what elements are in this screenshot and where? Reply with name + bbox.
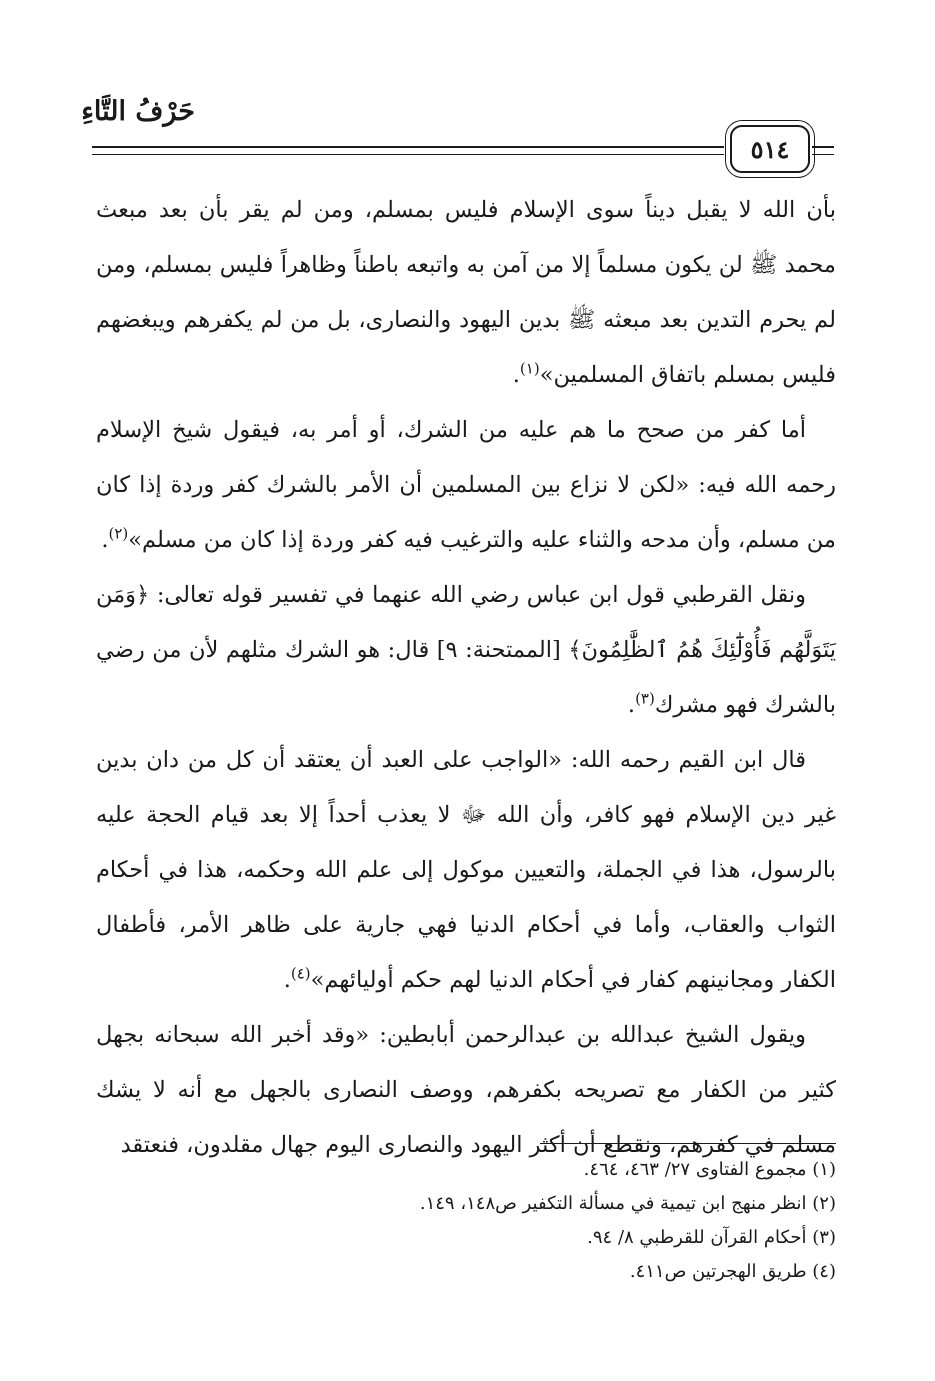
footnote: (١) مجموع الفتاوى ٢٧/ ٤٦٣، ٤٦٤. xyxy=(583,1159,836,1180)
body-text xyxy=(96,183,836,1173)
page-number xyxy=(730,125,810,173)
paragraph xyxy=(96,1008,836,1173)
paragraph-tail: . xyxy=(512,362,520,388)
paragraph-tail: . xyxy=(627,692,636,718)
page-number-text: ٥١٤ xyxy=(750,134,790,164)
paragraph-text: قال ابن القيم رحمه الله: «الواجب على العبد أن يعتقد أن كل من دان بدين غير دين الإسلام فهو كافر، وأن الله ﷻ لا يعذب أحداً إلا بعد قيام الحجة عليه بالرسول، هذا في الجملة، والتعيين موكول إلى علم الله وحكمه، هذا في أحكام الثواب والعقاب، وأما في أحكام الدنيا فهي جارية على ظاهر الأمر، فأطفال الكفار ومجانينهم كفار في أحكام الدنيا لهم حكم أوليائهم» xyxy=(96,747,836,993)
paragraph-text: بأن الله لا يقبل ديناً سوى الإسلام فليس بمسلم، ومن لم يقر بأن بعد مبعث محمد ﷺ لن يكون مسلماً إلا من آمن به واتبعه باطناً وظاهراً فليس بمسلم، ومن لم يحرم التدين بعد مبعثه ﷺ بدين اليهود والنصارى، بل من لم يكفرهم ويبغضهم فليس بمسلم باتفاق المسلمين» xyxy=(96,197,836,388)
paragraph-tail: . xyxy=(283,967,291,993)
paragraph xyxy=(96,403,836,568)
footnotes xyxy=(136,1153,836,1289)
paragraph-tail: . xyxy=(101,527,109,553)
footnote-ref: (٤) xyxy=(290,964,311,983)
footnote: (٣) أحكام القرآن للقرطبي ٨/ ٩٤. xyxy=(587,1227,836,1248)
footnote-ref: (٣) xyxy=(635,689,655,708)
header-rule-left xyxy=(92,146,724,155)
paragraph xyxy=(96,183,836,403)
footnote: (٤) طريق الهجرتين ص٤١١. xyxy=(629,1261,836,1282)
footnote-ref: (٢) xyxy=(108,524,129,543)
paragraph xyxy=(96,733,836,1008)
paragraph xyxy=(96,568,836,733)
footnote-separator xyxy=(540,1143,836,1144)
header-rule-right xyxy=(812,146,834,155)
paragraph-text: ويقول الشيخ عبدالله بن عبدالرحمن أبابطين: «وقد أخبر الله سبحانه بجهل كثير من الكفار مع تصريحه بكفرهم، ووصف النصارى بالجهل مع أنه لا يشك مسلم في كفرهم، ونقطع أن أكثر اليهود والنصارى اليوم جهال مقلدون، فنعتقد xyxy=(96,1022,836,1158)
paragraph-text: أما كفر من صحح ما هم عليه من الشرك، أو أمر به، فيقول شيخ الإسلام رحمه الله فيه: «لكن لا نزاع بين المسلمين أن الأمر بالشرك كفر وردة إذا كان من مسلم، وأن مدحه والثناء عليه والترغيب فيه كفر وردة إذا كان من مسلم» xyxy=(96,417,836,553)
paragraph-text: ونقل القرطبي قول ابن عباس رضي الله عنهما في تفسير قوله تعالى: ﴿وَمَن يَتَوَلَّهُم فَأُوْلَٰٓئِكَ هُمُ ٱلظَّٰلِمُونَ﴾ [الممتحنة: ٩] قال: هو الشرك مثلهم لأن من رضي بالشرك فهو مشرك xyxy=(96,582,836,718)
footnote: (٢) انظر منهج ابن تيمية في مسألة التكفير ص١٤٨، ١٤٩. xyxy=(419,1193,836,1214)
footnote-ref: (١) xyxy=(519,359,540,378)
running-title: حَرْفُ التَّاءِ xyxy=(81,96,195,127)
